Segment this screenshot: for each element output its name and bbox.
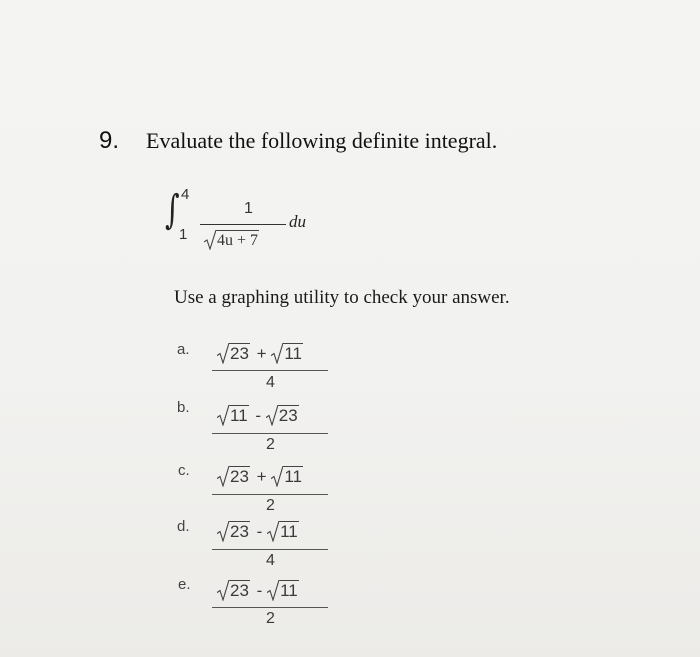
option-denominator: 4	[266, 374, 275, 391]
option-numerator	[217, 405, 301, 426]
option-fraction-bar	[212, 494, 328, 495]
option-numerator	[217, 466, 305, 487]
integrand-numerator: 1	[244, 200, 253, 217]
radical-sign-icon	[271, 343, 283, 364]
option-first-radical: 11	[217, 405, 249, 426]
option-denominator: 2	[266, 610, 275, 627]
radical-sign-icon	[217, 466, 229, 487]
option-first-radical: 23	[217, 343, 250, 364]
option-operator: +	[256, 467, 267, 486]
option-letter: a.	[177, 341, 190, 358]
option-second-radical: 11	[271, 343, 303, 364]
option-denominator: 4	[266, 552, 275, 569]
option-letter: d.	[177, 518, 190, 535]
integrand-radical	[204, 230, 259, 250]
option-operator: -	[256, 522, 263, 541]
option-second-radical: 11	[267, 521, 299, 542]
option-numerator	[217, 580, 301, 601]
radical-sign-icon	[217, 580, 229, 601]
integral-upper-limit: 4	[181, 186, 190, 203]
option-fraction-bar	[212, 607, 328, 608]
integral-differential: du	[289, 212, 306, 231]
option-letter: c.	[178, 462, 190, 479]
option-letter: b.	[177, 399, 190, 416]
radical-sign-icon	[267, 580, 279, 601]
integrand-radicand: 4u + 7	[217, 232, 259, 249]
option-denominator: 2	[266, 497, 275, 514]
option-letter: e.	[178, 576, 191, 593]
option-operator: +	[256, 344, 267, 363]
option-numerator	[217, 521, 301, 542]
option-first-radical: 23	[217, 466, 250, 487]
radical-sign-icon	[217, 343, 229, 364]
option-denominator: 2	[266, 436, 275, 453]
option-second-radical: 11	[267, 580, 299, 601]
option-fraction-bar	[212, 370, 328, 371]
integral-sign: ∫	[165, 187, 180, 233]
option-first-radical: 23	[217, 521, 250, 542]
radical-sign-icon	[266, 405, 278, 426]
integrand-denominator	[204, 230, 261, 250]
option-second-radical: 23	[266, 405, 299, 426]
option-second-radical: 11	[271, 466, 303, 487]
option-fraction-bar	[212, 433, 328, 434]
radical-sign-icon	[217, 521, 229, 542]
option-numerator	[217, 343, 305, 364]
option-operator: -	[256, 581, 263, 600]
instruction-text: Use a graphing utility to check your answer.	[174, 287, 510, 308]
option-operator: -	[255, 406, 262, 425]
question-number: 9.	[99, 127, 120, 154]
integral-lower-limit: 1	[179, 226, 188, 243]
radical-sign-icon	[271, 466, 283, 487]
integrand-fraction-bar	[200, 224, 286, 225]
radical-sign-icon	[204, 230, 216, 250]
option-fraction-bar	[212, 549, 328, 550]
option-first-radical: 23	[217, 580, 250, 601]
radical-sign-icon	[217, 405, 229, 426]
radical-sign-icon	[267, 521, 279, 542]
question-text: Evaluate the following definite integral.	[146, 128, 498, 153]
